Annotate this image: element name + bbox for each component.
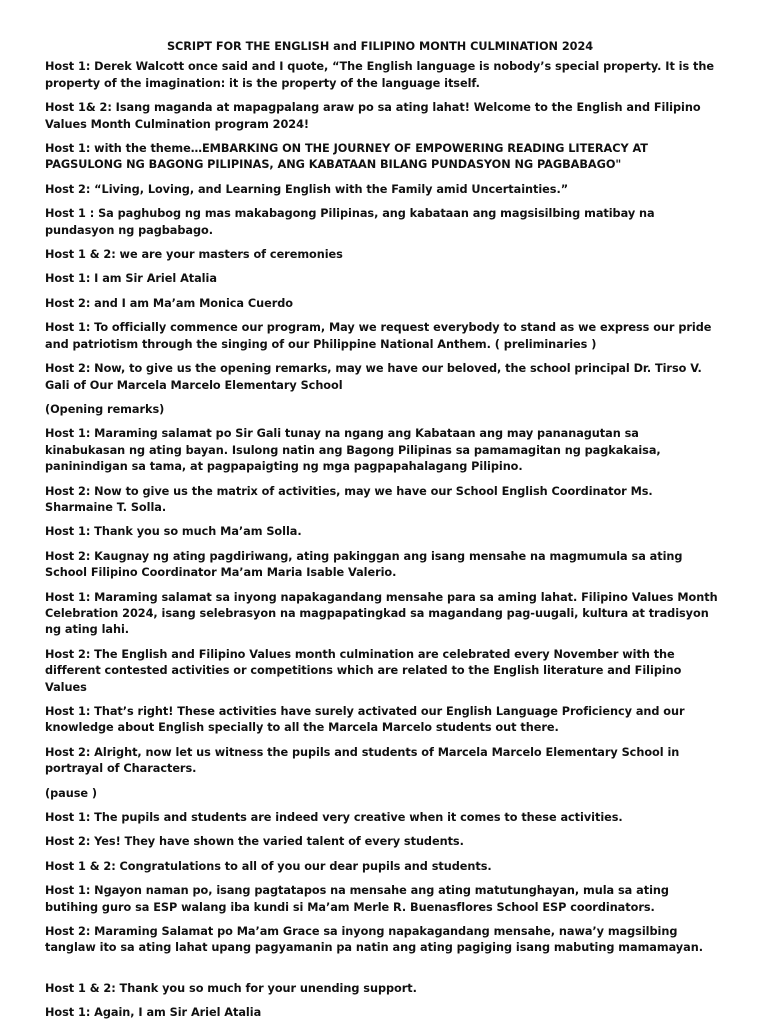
script-line: (pause ): [45, 786, 97, 800]
script-line: Host 1: I am Sir Ariel Atalia: [45, 272, 217, 286]
script-line: Host 1: The pupils and students are indeed very creative when it comes to these activities.: [45, 811, 623, 825]
script-line: Host 1: Again, I am Sir Ariel Atalia: [45, 1006, 262, 1020]
script-line: Host 2: Alright, now let us witness the pupils and students of Marcela Marcelo Elementary School in portrayal of Characters.: [45, 745, 680, 776]
script-line: Host 2: “Living, Loving, and Learning English with the Family amid Uncertainties.”: [45, 182, 569, 196]
script-line: Host 2: Now to give us the matrix of activities, may we have our School English Coordinator Ms. Sharmaine T. Solla.: [45, 484, 653, 514]
script-line: Host 1: Maraming salamat po Sir Gali tunay na ngang ang Kabataan ang may pananagutan sa kinabukasan ng ating bayan. Isulong natin ang Bagong Pilipinas sa pamamagitan ng pagkakaisa, paninindigan sa tama, at pagpapaigting ng mga pagpapahalagang Pilipino.: [45, 427, 661, 474]
script-line: Host 1& 2: Isang maganda at mapagpalang araw po sa ating lahat! Welcome to the English and Filipino Values Month Culmination program 2024!: [45, 101, 701, 131]
script-line: Host 2: and I am Ma’am Monica Cuerdo: [45, 296, 294, 310]
script-line: (Opening remarks): [45, 402, 165, 416]
script-line: Host 1 & 2: Congratulations to all of you our dear pupils and students.: [45, 859, 492, 873]
script-line: Host 2: Now, to give us the opening remarks, may we have our beloved, the school principal Dr. Tirso V. Gali of Our Marcela Marcelo Elementary School: [45, 362, 702, 392]
script-line: Host 2: Kaugnay ng ating pagdiriwang, ating pakinggan ang isang mensahe na magmumula sa ating School Filipino Coordinator Ma’am Maria Isable Valerio.: [45, 549, 683, 580]
script-line: Host 1: To officially commence our program, May we request everybody to stand as we express our pride and patriotism through the singing of our Philippine National Anthem. ( preliminaries ): [45, 321, 712, 351]
script-line: Host 1 : Sa paghubog ng mas makabagong Pilipinas, ang kabataan ang magsisilbing matibay na pundasyon ng pagbabago.: [45, 207, 655, 237]
script-line: Host 1 & 2: Thank you so much for your unending support.: [45, 981, 417, 995]
script-line: Host 1 & 2: we are your masters of ceremonies: [45, 248, 343, 262]
script-line: Host 1: Derek Walcott once said and I quote, “The English language is nobody’s special property. It is the property of the imagination: it is the property of the language itself.: [45, 60, 715, 90]
script-line: Host 2: Maraming Salamat po Ma’am Grace sa inyong napakagandang mensahe, nawa’y magsilbing tanglaw ito sa ating lahat upang pagyamanin pa natin ang ating pagiging isang mabuting mamamayan.: [45, 925, 703, 955]
document-title: SCRIPT FOR THE ENGLISH and FILIPINO MONTH CULMINATION 2024: [166, 40, 594, 53]
script-line: Host 1: Thank you so much Ma’am Solla.: [45, 525, 302, 539]
blank-line: [45, 965, 718, 981]
script-line: Host 1: That’s right! These activities have surely activated our English Language Proficiency and our knowledge about English specially to all the Marcela Marcelo students out there.: [45, 705, 685, 735]
script-line: Host 2: The English and Filipino Values month culmination are celebrated every November with the different contested activities or competitions which are related to the English literature and Filipino Values: [45, 647, 682, 694]
script-line: Host 1: Ngayon naman po, isang pagtatapos na mensahe ang ating matutunghayan, mula sa ating butihing guro sa ESP walang iba kundi si Ma’am Merle R. Buenasflores School ESP coordinators.: [45, 884, 669, 914]
script-line: Host 1: Maraming salamat sa inyong napakagandang mensahe para sa aming lahat. Filipino Values Month Celebration 2024, isang selebrasyon na magpapatingkad sa magandang pag-uugali, kultura at tradisyon ng ating lahi.: [45, 590, 718, 637]
script-line: Host 2: Yes! They have shown the varied talent of every students.: [45, 835, 464, 849]
script-line: Host 1: with the theme…EMBARKING ON THE JOURNEY OF EMPOWERING READING LITERACY AT PAGSULONG NG BAGONG PILIPINAS, ANG KABATAAN BILANG PUNDASYON NG PAGBABAGO": [45, 142, 648, 172]
